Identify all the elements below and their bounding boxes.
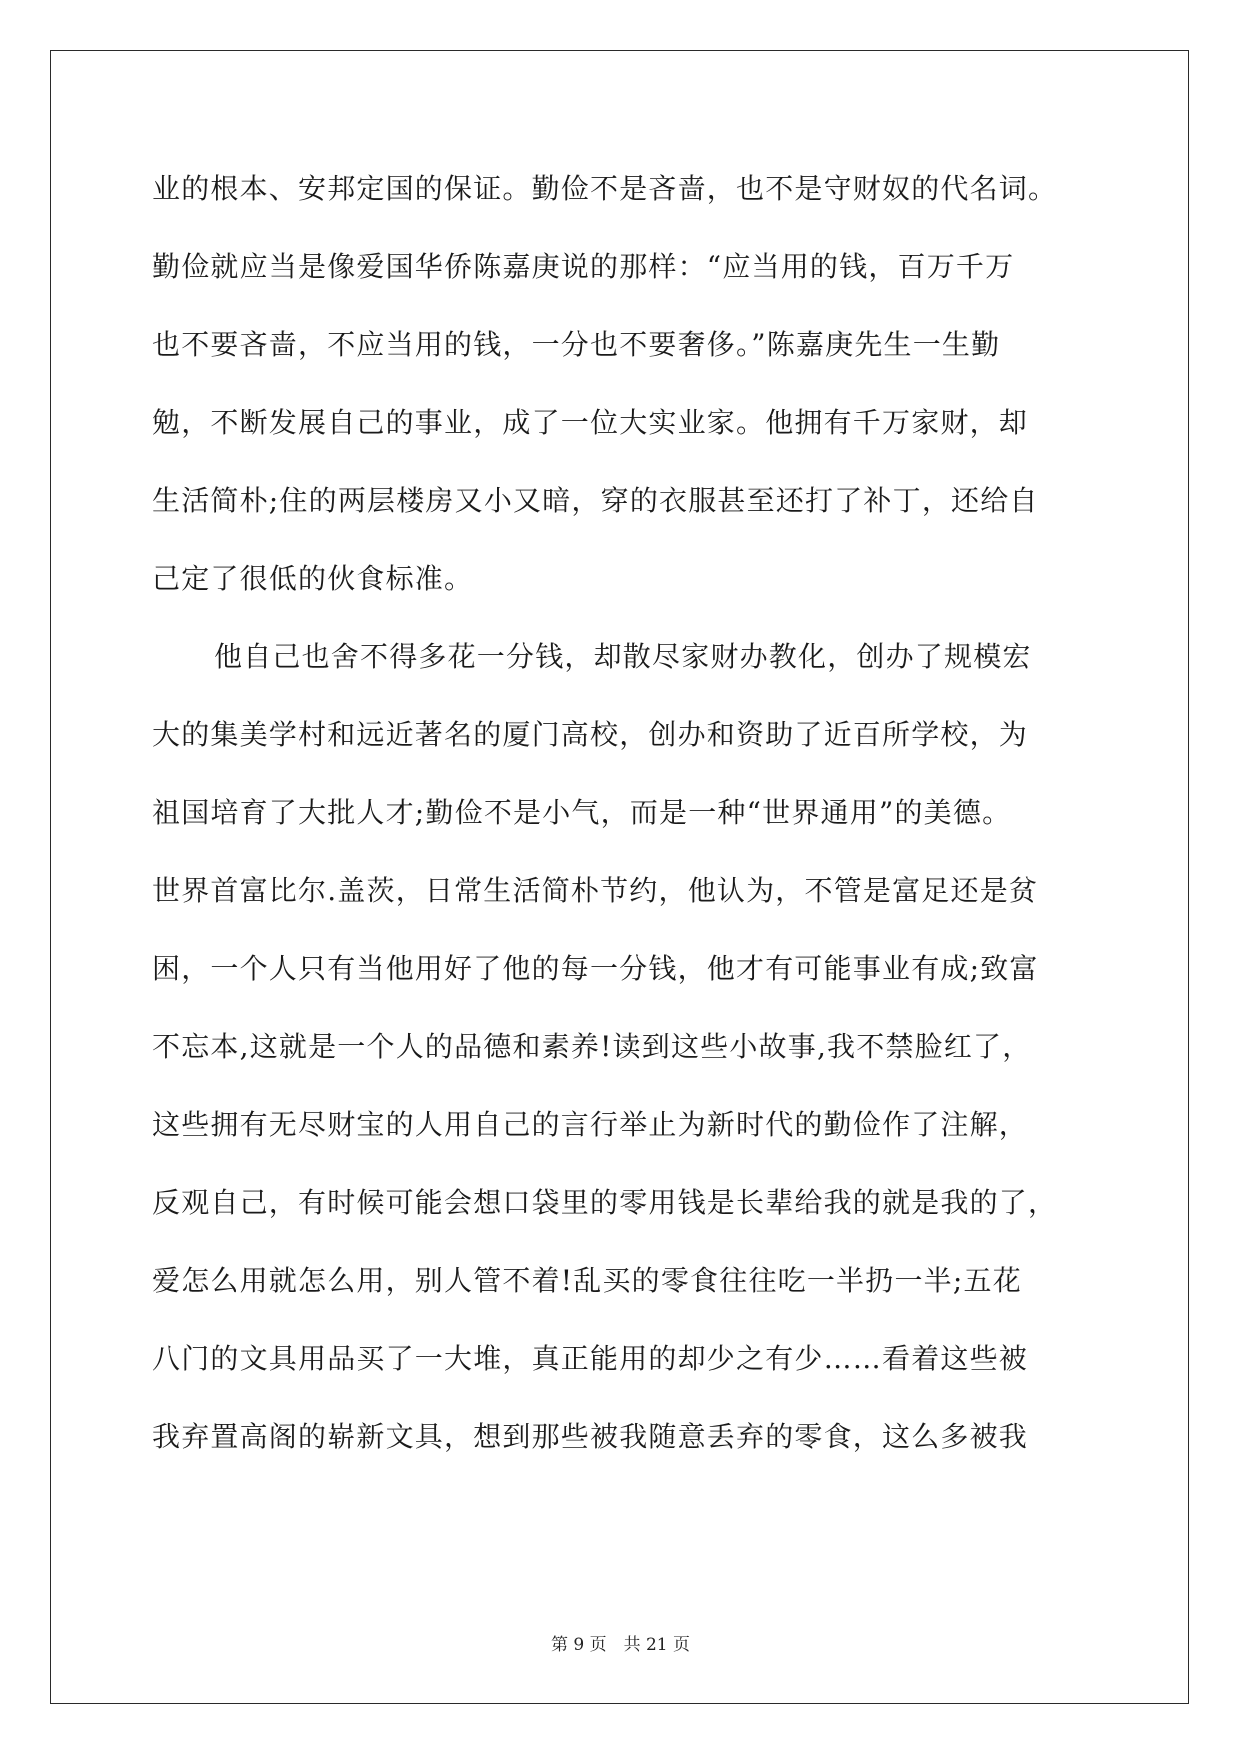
- text-line: 生活简朴;住的两层楼房又小又暗，穿的衣服甚至还打了补丁，还给自: [152, 484, 1039, 517]
- text-line: 大的集美学村和远近著名的厦门高校，创办和资助了近百所学校，为: [152, 718, 1029, 751]
- text-line: 勤俭就应当是像爱国华侨陈嘉庚说的那样：“应当用的钱，百万千万: [152, 250, 1015, 283]
- text-line: 勉，不断发展自己的事业，成了一位大实业家。他拥有千万家财，却: [152, 406, 1029, 439]
- text-line: 世界首富比尔.盖茨，日常生活简朴节约，他认为，不管是富足还是贫: [152, 874, 1039, 907]
- text-line: 这些拥有无尽财宝的人用自己的言行举止为新时代的勤俭作了注解，: [152, 1108, 1029, 1141]
- page-number: 第 9 页 共 21 页: [550, 1635, 691, 1655]
- text-line: 八门的文具用品买了一大堆，真正能用的却少之有少……看着这些被: [152, 1342, 1029, 1375]
- text-line: 己定了很低的伙食标准。: [152, 562, 474, 595]
- text-line: 困，一个人只有当他用好了他的每一分钱，他才有可能事业有成;致富: [152, 952, 1039, 985]
- text-line: 爱怎么用就怎么用，别人管不着!乱买的零食往往吃一半扔一半;五花: [152, 1264, 1022, 1297]
- text-line: 他自己也舍不得多花一分钱，却散尽家财办教化，创办了规模宏: [214, 640, 1032, 673]
- text-line: 反观自己，有时候可能会想口袋里的零用钱是长辈给我的就是我的了，: [152, 1186, 1058, 1219]
- body-text: [152, 165, 1092, 1491]
- text-line: 祖国培育了大批人才;勤俭不是小气，而是一种“世界通用”的美德。: [152, 796, 1012, 829]
- text-line: 不忘本,这就是一个人的品德和素养!读到这些小故事,我不禁脸红了，: [152, 1030, 1032, 1063]
- text-line: 业的根本、安邦定国的保证。勤俭不是吝啬，也不是守财奴的代名词。: [152, 172, 1058, 205]
- text-line: 我弃置高阁的崭新文具，想到那些被我随意丢弃的零食，这么多被我: [152, 1420, 1029, 1453]
- text-line: 也不要吝啬，不应当用的钱，一分也不要奢侈。”陈嘉庚先生一生勤: [152, 328, 1001, 361]
